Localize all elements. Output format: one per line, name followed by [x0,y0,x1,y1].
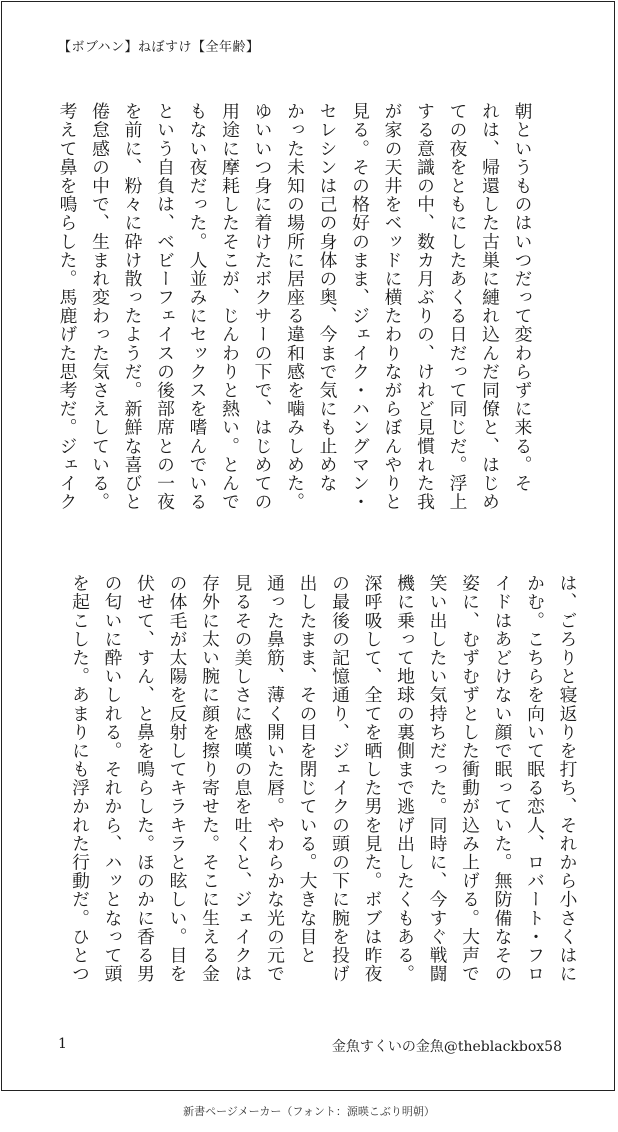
text-column: 出したまま、その目を閉じている。大きな目と [297,574,318,965]
text-column: 通った鼻筋、薄く開いた唇。やわらかな光の元で [264,574,286,983]
text-column: 考えて鼻を鳴らした。馬鹿げた思考だ。ジェイク [57,102,78,511]
text-column: 深呼吸して、全てを晒した男を見た。ボブは昨夜 [362,574,383,983]
text-column: ての夜をともにしたあくる日だって同じだ。浮上 [447,102,468,511]
text-column: 見るその美しさに感嘆の息を吐くと、ジェイクは [232,574,253,983]
text-column: ゆいいつ身に着けたボクサーの下で、はじめての [252,102,273,511]
book-page [1,1,615,1091]
text-column: 笑い出したい気持ちだった。同時に、今すぐ戦闘 [427,574,448,983]
text-column: 伏せて、すん、と鼻を鳴らした。ほのかに香る男 [134,574,156,983]
text-column: の体毛が太陽を反射してキラキラと眩しい。目を [167,574,188,983]
text-column: が家の天井をベッドに横たわりながらぼんやりと [382,102,403,511]
text-column: イドはあどけない顔で眠っていた。無防備なその [492,574,513,983]
text-column: 機に乗って地球の裏側まで逃げ出したくもある。 [394,574,416,983]
page-header-title: 【ボブハン】ねぼすけ【全年齢】 [58,40,260,55]
text-column: セレシンは己の身体の奥、今まで気にも止めな [317,102,338,493]
text-column: 用途に摩耗したそこが、じんわりと熱い。とんで [219,102,241,511]
text-column: もない夜だった。人並みにセックスを嗜んでいる [187,102,208,511]
text-column: という自負は、ベビーフェイスの後部席との一夜 [154,102,176,511]
text-column: 存外に太い腕に顔を擦り寄せた。そこに生える金 [199,574,221,983]
lower-text-block [48,574,583,992]
text-column: かむ。こちらを向いて眠る恋人、ロバート・フロ [524,574,546,983]
text-column: 朝というものはいつだって変わらずに来る。そ [512,102,533,493]
text-column: 姿に、むずむずとした衝動が込み上げる。大声で [459,574,481,983]
page-number: 1 [58,1036,67,1052]
text-column: 倦怠感の中で、生まれ変わった気さえしている。 [89,102,111,511]
text-column: れは、帰還した古巣に縺れ込んだ同僚と、はじめ [479,102,501,511]
author-credit: 金魚すくいの金魚@theblackbox58 [331,1039,562,1055]
generator-credit: 新書ページメーカー（フォント：源暎こぶり明朝） [183,1105,435,1118]
text-column: を前に、粉々に砕け散ったようだ。新鮮な喜びと [122,102,143,511]
text-column: の匂いに酔いしれる。それから、ハッとなって頭 [102,574,123,983]
text-column: は、ごろりと寝返りを打ち、それから小さくはに [557,574,578,983]
text-column: する意識の中、数カ月ぶりの、けれど見慣れた我 [414,102,436,511]
text-column: かった未知の場所に居座る違和感を噛みしめた。 [284,102,306,511]
upper-text-block [48,102,538,522]
text-column: の最後の記憶通り、ジェイクの頭の下に腕を投げ [329,574,351,983]
text-column: を起こした。あまりにも浮かれた行動だ。ひとつ [69,574,91,983]
text-column: 見る。その格好のまま、ジェイク・ハングマン・ [349,102,371,511]
